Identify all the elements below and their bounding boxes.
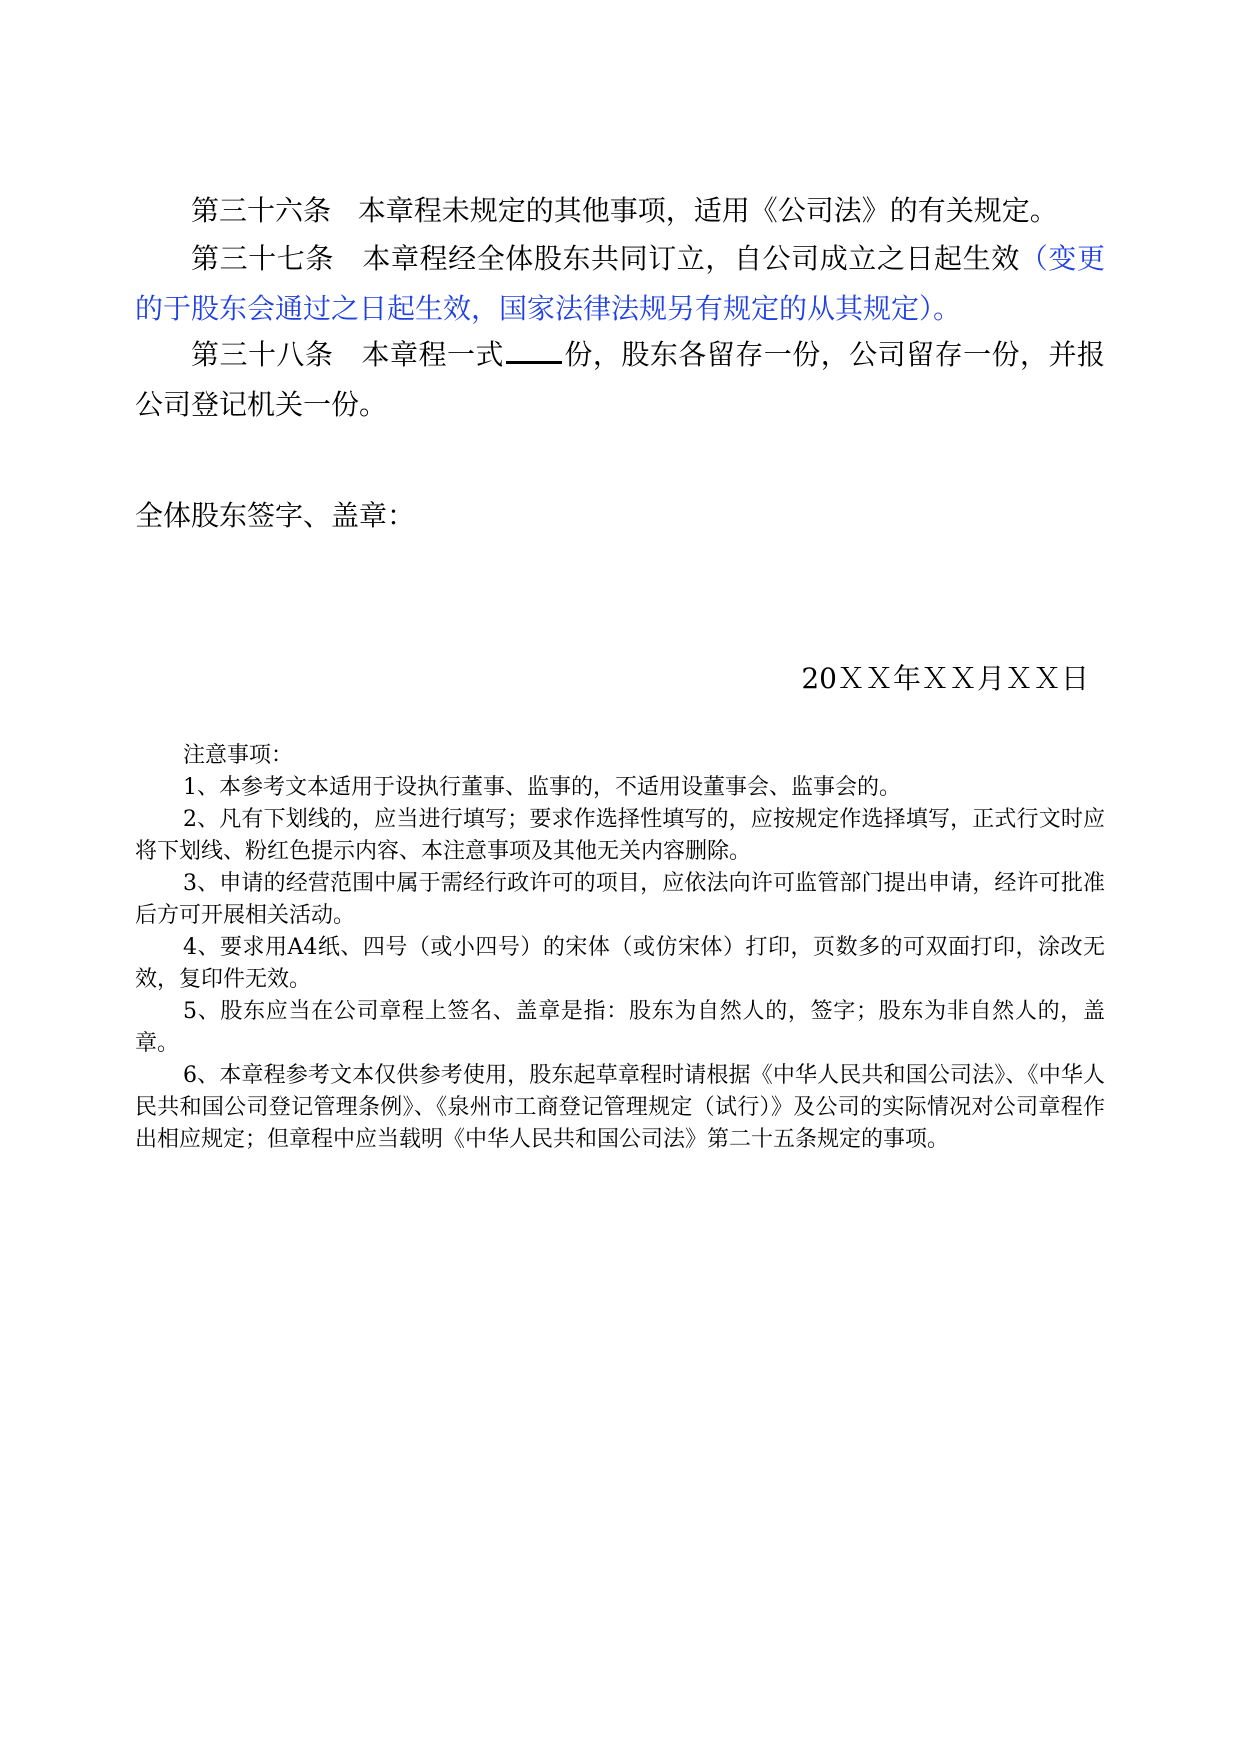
article-text-before: 本章程一式 <box>361 338 504 371</box>
article-text: 本章程未规定的其他事项，适用《公司法》的有关规定。 <box>357 194 1058 227</box>
article-label: 第三十七条 <box>191 242 334 275</box>
note-item: 2、凡有下划线的，应当进行填写；要求作选择性填写的，应按规定作选择填写，正式行文时应将下划线、粉红色提示内容、本注意事项及其他无关内容删除。 <box>135 807 1105 864</box>
note-item: 3、申请的经营范围中属于需经行政许可的项目，应依法向许可监管部门提出申请，经许可批准后方可开展相关活动。 <box>135 871 1105 928</box>
article-text-after: 份，股东各留存一份，公司留存一份，并报公司登记机关一份。 <box>135 338 1105 421</box>
note-item: 1、本参考文本适用于设执行董事、监事的，不适用设董事会、监事会的。 <box>183 775 901 800</box>
notes-section <box>135 740 1105 1156</box>
signature-line: 全体股东签字、盖章： <box>135 499 416 532</box>
article-note: （变更的于股东会通过之日起生效，国家法律法规另有规定的从其规定）。 <box>135 242 1105 325</box>
article-label: 第三十八条 <box>191 338 334 371</box>
note-item: 4、要求用A4纸、四号（或小四号）的宋体（或仿宋体）打印，页数多的可双面打印，涂改无效，复印件无效。 <box>135 935 1105 992</box>
notes-heading: 注意事项： <box>183 743 294 768</box>
note-item: 5、股东应当在公司章程上签名、盖章是指：股东为自然人的，签字；股东为非自然人的，盖章。 <box>135 999 1105 1056</box>
note-item: 6、本章程参考文本仅供参考使用，股东起草章程时请根据《中华人民共和国公司法》、《中华人民共和国公司登记管理条例》、《泉州市工商登记管理规定（试行）》及公司的实际情况对公司章程作出相应规定；但章程中应当载明《中华人民共和国公司法》第二十五条规定的事项。 <box>135 1063 1105 1152</box>
date-line: 20ＸＸ年ＸＸ月ＸＸ日 <box>801 662 1089 695</box>
fill-in-blank <box>506 337 562 364</box>
article-37 <box>135 234 1105 334</box>
article-text: 本章程经全体股东共同订立，自公司成立之日起生效 <box>362 242 1020 275</box>
article-36 <box>135 186 1105 236</box>
article-38 <box>135 330 1105 430</box>
article-label: 第三十六条 <box>191 194 332 227</box>
